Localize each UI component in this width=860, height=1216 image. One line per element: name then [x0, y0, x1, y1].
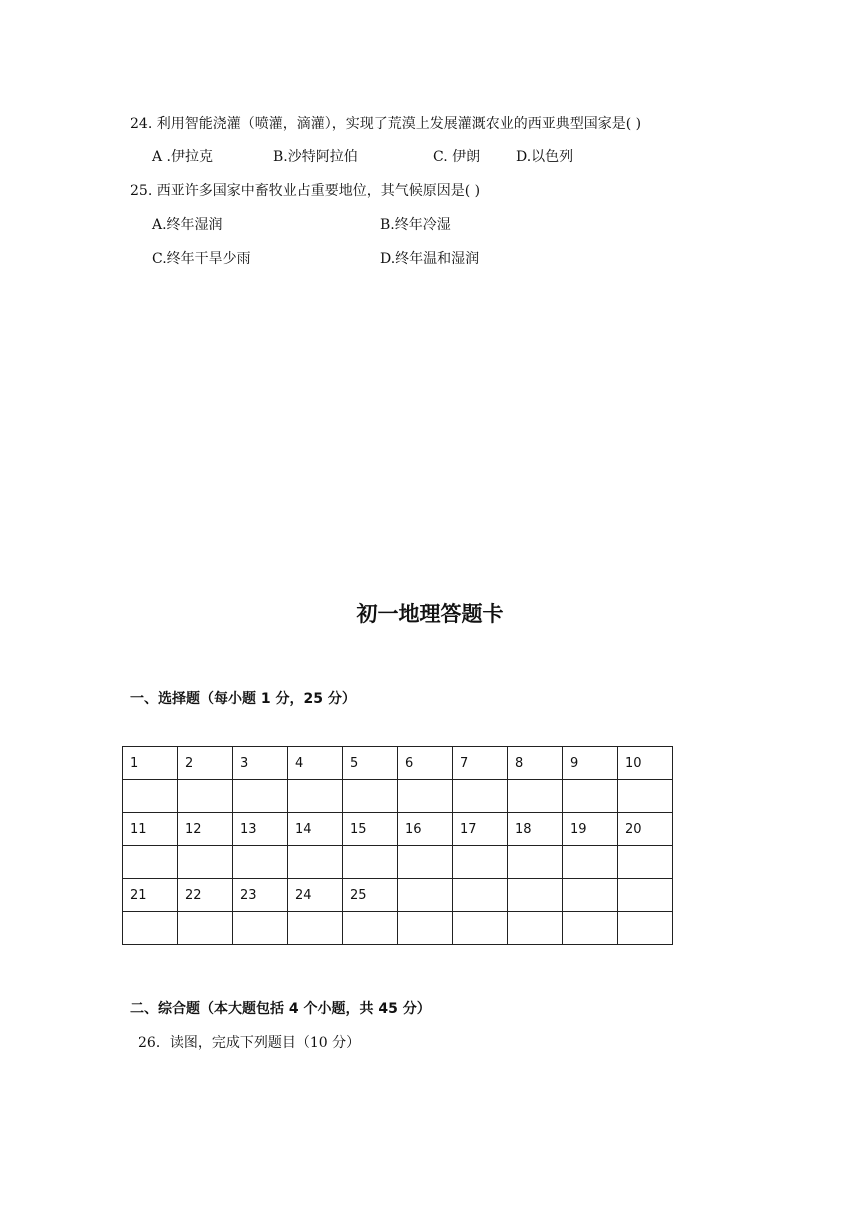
section-comprehensive-heading: 二、综合题（本大题包括 4 个小题，共 45 分） — [130, 1001, 431, 1017]
answer-cell[interactable] — [508, 912, 563, 945]
grid-cell-number: 18 — [508, 813, 563, 846]
answer-cell[interactable] — [178, 780, 233, 813]
question-24-option-d: D.以色列 — [516, 149, 574, 165]
grid-cell-number: 24 — [288, 879, 343, 912]
grid-cell-number: 2 — [178, 747, 233, 780]
grid-number-row — [123, 879, 673, 912]
grid-cell-number: 22 — [178, 879, 233, 912]
question-25-option-a: A.终年湿润 — [152, 217, 223, 233]
answer-cell[interactable] — [233, 780, 288, 813]
answer-cell[interactable] — [288, 780, 343, 813]
answer-cell[interactable] — [343, 912, 398, 945]
answer-cell[interactable] — [563, 912, 618, 945]
grid-answer-row — [123, 780, 673, 813]
question-24-stem: 24. 利用智能浇灌（喷灌，滴灌），实现了荒漠上发展灌溉农业的西亚典型国家是( ) — [130, 116, 642, 132]
answer-cell[interactable] — [343, 846, 398, 879]
answer-cell[interactable] — [398, 912, 453, 945]
answer-cell[interactable] — [398, 780, 453, 813]
grid-cell-number: 3 — [233, 747, 288, 780]
grid-cell-number — [563, 879, 618, 912]
grid-cell-number: 10 — [618, 747, 673, 780]
answer-cell[interactable] — [123, 846, 178, 879]
grid-cell-number: 4 — [288, 747, 343, 780]
answer-cell[interactable] — [178, 846, 233, 879]
grid-cell-number: 12 — [178, 813, 233, 846]
grid-cell-number: 19 — [563, 813, 618, 846]
grid-cell-number — [618, 879, 673, 912]
answer-cell[interactable] — [178, 912, 233, 945]
answer-cell[interactable] — [453, 780, 508, 813]
answer-card-title: 初一地理答题卡 — [356, 602, 504, 626]
grid-cell-number: 21 — [123, 879, 178, 912]
grid-cell-number: 16 — [398, 813, 453, 846]
grid-cell-number: 11 — [123, 813, 178, 846]
answer-cell[interactable] — [563, 780, 618, 813]
grid-cell-number: 25 — [343, 879, 398, 912]
answer-cell[interactable] — [288, 846, 343, 879]
grid-cell-number: 9 — [563, 747, 618, 780]
answer-cell[interactable] — [288, 912, 343, 945]
question-24-option-b: B.沙特阿拉伯 — [273, 149, 358, 165]
answer-cell[interactable] — [453, 912, 508, 945]
grid-cell-number: 1 — [123, 747, 178, 780]
answer-cell[interactable] — [563, 846, 618, 879]
grid-answer-row — [123, 846, 673, 879]
answer-cell[interactable] — [508, 846, 563, 879]
answer-cell[interactable] — [453, 846, 508, 879]
answer-cell[interactable] — [618, 846, 673, 879]
answer-grid — [122, 746, 673, 945]
answer-cell[interactable] — [398, 846, 453, 879]
section-choice-heading: 一、选择题（每小题 1 分，25 分） — [130, 691, 356, 707]
grid-cell-number: 13 — [233, 813, 288, 846]
answer-cell[interactable] — [618, 912, 673, 945]
question-25-option-d: D.终年温和湿润 — [380, 251, 480, 267]
grid-answer-row — [123, 912, 673, 945]
question-24-option-a: A .伊拉克 — [152, 149, 214, 165]
answer-cell[interactable] — [123, 780, 178, 813]
grid-cell-number: 14 — [288, 813, 343, 846]
grid-cell-number: 5 — [343, 747, 398, 780]
question-25-option-c: C.终年干旱少雨 — [152, 251, 251, 267]
grid-cell-number — [508, 879, 563, 912]
answer-cell[interactable] — [123, 912, 178, 945]
grid-cell-number — [398, 879, 453, 912]
question-26-stem: 26．读图，完成下列题目（10 分） — [138, 1035, 361, 1051]
answer-cell[interactable] — [343, 780, 398, 813]
grid-cell-number: 23 — [233, 879, 288, 912]
answer-cell[interactable] — [618, 780, 673, 813]
answer-cell[interactable] — [233, 846, 288, 879]
grid-cell-number — [453, 879, 508, 912]
answer-cell[interactable] — [233, 912, 288, 945]
question-25-stem: 25. 西亚许多国家中畜牧业占重要地位，其气候原因是( ) — [130, 183, 481, 199]
grid-number-row — [123, 747, 673, 780]
question-24-option-c: C. 伊朗 — [433, 149, 481, 165]
grid-cell-number: 7 — [453, 747, 508, 780]
grid-cell-number: 17 — [453, 813, 508, 846]
grid-number-row — [123, 813, 673, 846]
grid-cell-number: 15 — [343, 813, 398, 846]
grid-cell-number: 6 — [398, 747, 453, 780]
question-25-option-b: B.终年冷湿 — [380, 217, 451, 233]
grid-cell-number: 20 — [618, 813, 673, 846]
grid-cell-number: 8 — [508, 747, 563, 780]
answer-cell[interactable] — [508, 780, 563, 813]
